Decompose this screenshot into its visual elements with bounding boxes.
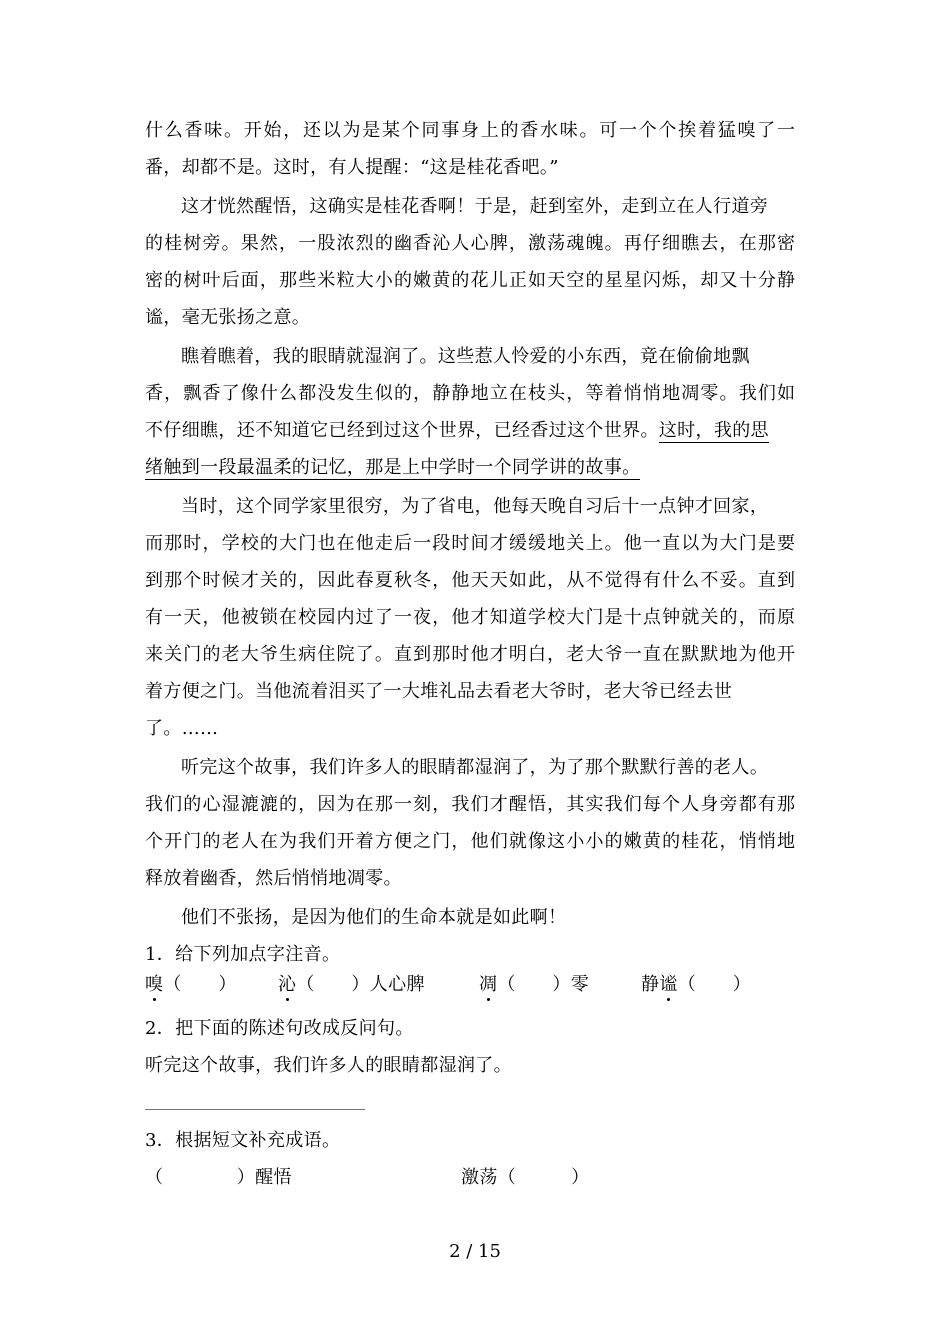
paragraph-line: 瞧着瞧着，我的眼睛就湿润了。这些惹人怜爱的小东西，竟在偷偷地飘: [181, 346, 750, 367]
dotted-char: 凋: [479, 974, 498, 995]
pinyin-item: [145, 967, 237, 1003]
paragraph-line: 他们不张扬，是因为他们的生命本就是如此啊！: [181, 907, 567, 928]
dotted-char: 谧: [659, 974, 678, 995]
answer-blank[interactable]: （ ）零: [497, 974, 590, 995]
dotted-char: 沁: [278, 974, 297, 995]
answer-blank[interactable]: （ ）: [677, 974, 752, 995]
paragraph-line: 密的树叶后面，那些米粒大小的嫩黄的花儿正如天空的星星闪烁，却又十分静: [145, 270, 795, 291]
plain-text: 不仔细瞧，还不知道它已经到过这个世界，已经香过这个世界。: [145, 420, 659, 441]
paragraph-line: 什么香味。开始，还以为是某个同事身上的香水味。可一个个挨着猛嗅了一: [145, 120, 795, 141]
question-1-items: [145, 967, 795, 1003]
paragraph-line: 来关门的老大爷生病住院了。直到那时他才明白，老大爷一直在默默地为他开: [145, 644, 795, 665]
plain-char: 静: [641, 974, 660, 995]
paragraph-line: 有一天，他被锁在校园内过了一夜，他才知道学校大门是十点钟就关的，而原: [145, 607, 795, 628]
idiom-blank[interactable]: 激荡（ ）: [461, 1167, 590, 1188]
pinyin-item: [641, 967, 751, 1003]
question-2-title: 2．把下面的陈述句改成反问句。: [145, 1018, 414, 1039]
answer-line[interactable]: [145, 1109, 365, 1110]
paragraph-line: 谧，毫无张扬之意。: [145, 307, 311, 328]
underlined-text: 这时，我的思: [658, 420, 769, 441]
paragraph-line: 香，飘香了像什么都没发生似的，静静地立在枝头，等着悄悄地凋零。我们如: [145, 383, 795, 404]
paragraph-line-underlined: [145, 450, 640, 486]
paragraph-line: 了。……: [145, 718, 219, 739]
question-2-sentence: 听完这个故事，我们许多人的眼睛都湿润了。: [145, 1055, 512, 1076]
paragraph-line-mixed: [145, 413, 769, 449]
paragraph-line: 个开门的老人在为我们开着方便之门，他们就像这小小的嫩黄的桂花，悄悄地: [145, 831, 795, 852]
paragraph-line: 听完这个故事，我们许多人的眼睛都湿润了，为了那个默默行善的老人。: [181, 757, 769, 778]
idiom-blank[interactable]: （ ）醒悟: [145, 1167, 292, 1188]
pinyin-item: [479, 967, 589, 1003]
paragraph-line: 这才恍然醒悟，这确实是桂花香啊！于是，赶到室外，走到立在人行道旁: [181, 196, 769, 217]
paragraph-line: 当时，这个同学家里很穷，为了省电，他每天晚自习后十一点钟才回家，: [181, 496, 769, 517]
answer-blank[interactable]: （ ）: [163, 974, 237, 995]
dotted-char: 嗅: [145, 974, 164, 995]
paragraph-line: 而那时，学校的大门也在他走后一段时间才缓缓地关上。他一直以为大门是要: [145, 533, 795, 554]
question-1-title: 1．给下列加点字注音。: [145, 944, 341, 965]
paragraph-line: 的桂树旁。果然，一股浓烈的幽香沁人心脾，激荡魂魄。再仔细瞧去，在那密: [145, 233, 795, 254]
page-number: 2 / 15: [449, 1241, 501, 1262]
paragraph-line: 到那个时候才关的，因此春夏秋冬，他天天如此，从不觉得有什么不妥。直到: [145, 570, 795, 591]
paragraph-line: 释放着幽香，然后悄悄地凋零。: [145, 868, 402, 889]
paragraph-line: 我们的心湿漉漉的，因为在那一刻，我们才醒悟，其实我们每个人身旁都有那: [145, 794, 795, 815]
pinyin-item: [278, 967, 425, 1003]
question-3-items: [145, 1160, 795, 1196]
underlined-text: 绪触到一段最温柔的记忆，那是上中学时一个同学讲的故事。: [145, 457, 641, 478]
question-3-title: 3．根据短文补充成语。: [145, 1130, 341, 1151]
answer-blank[interactable]: （ ）人心脾: [296, 974, 425, 995]
paragraph-line: 着方便之门。当他流着泪买了一大堆礼品去看老大爷时，老大爷已经去世: [145, 681, 733, 702]
paragraph-line: 番，却都不是。这时，有人提醒：“这是桂花香吧。”: [145, 157, 559, 178]
